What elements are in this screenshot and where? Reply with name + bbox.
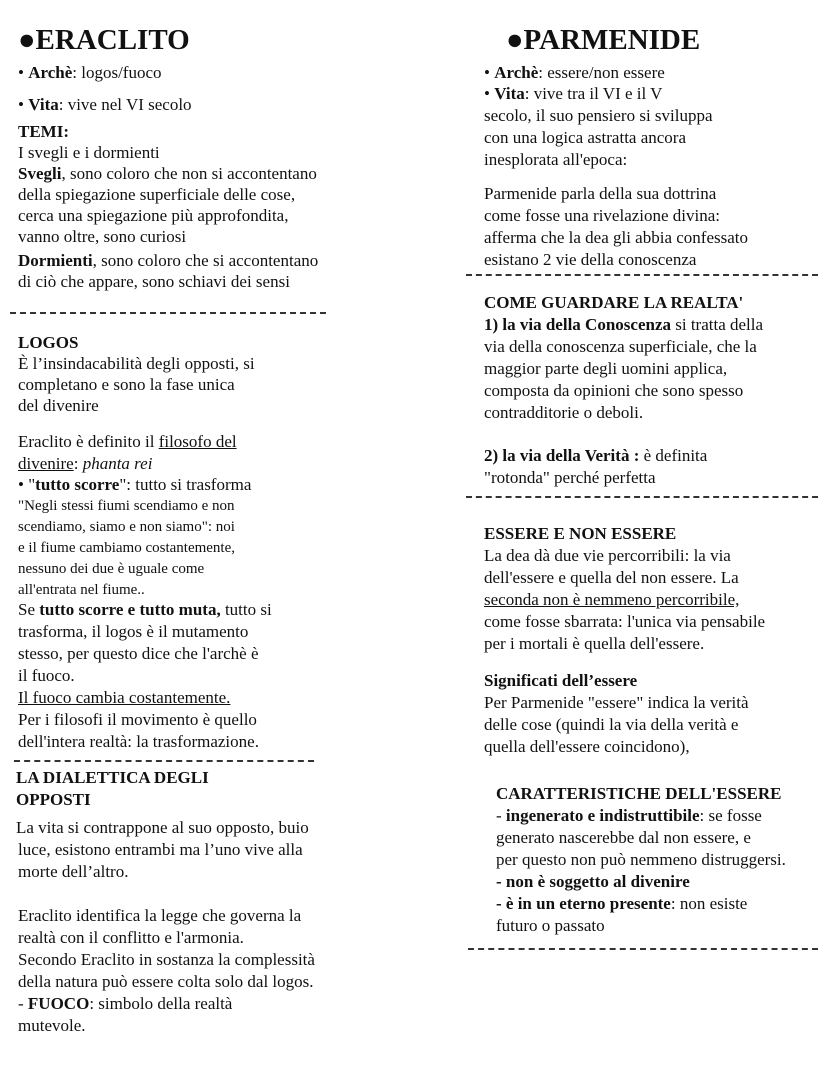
eraclito-vita: • Vita: vive nel VI secolo xyxy=(18,95,192,114)
legge-line: Secondo Eraclito in sostanza la complessità xyxy=(18,950,315,969)
dottrina-line: esistano 2 vie della conoscenza xyxy=(484,250,697,269)
se-line: trasforma, il logos è il mutamento xyxy=(18,622,249,641)
svegli-line: vanno oltre, sono curiosi xyxy=(18,227,187,246)
eraclito-arche: • Archè: logos/fuoco xyxy=(18,63,162,82)
dottrina-line: Parmenide parla della sua dottrina xyxy=(484,184,717,203)
via1-line: contradditorie o deboli. xyxy=(484,403,644,422)
via1-line: via della conoscenza superficiale, che la xyxy=(484,337,757,356)
dialettica-heading: OPPOSTI xyxy=(16,790,91,809)
quote-line: "Negli stessi fiumi scendiamo e non xyxy=(18,498,235,514)
car2-line: - non è soggetto al divenire xyxy=(496,872,690,891)
dialettica-heading: LA DIALETTICA DEGLI xyxy=(16,768,209,787)
filosofi-line: dell'intera realtà: la trasformazione. xyxy=(18,732,259,751)
significati-line: delle cose (quindi la via della verità e xyxy=(484,715,739,734)
dormienti-line: di ciò che appare, sono schiavi dei sensi xyxy=(18,272,290,291)
parmenide-vita: • Vita: vive tra il VI e il V xyxy=(484,84,663,103)
filosofo-line: Eraclito è definito il filosofo del xyxy=(18,432,237,451)
essere-line: come fosse sbarrata: l'unica via pensabile xyxy=(484,612,766,631)
vita-line: secolo, il suo pensiero si sviluppa xyxy=(484,106,713,125)
filosofi-line: Per i filosofi il movimento è quello xyxy=(18,710,257,729)
essere-line: La dea dà due vie percorribili: la via xyxy=(484,546,731,565)
caratteristiche-heading: CARATTERISTICHE DELL'ESSERE xyxy=(496,784,782,803)
eraclito-title: ●ERACLITO xyxy=(18,24,190,56)
fuoco-cambia-line: Il fuoco cambia costantemente. xyxy=(18,688,231,707)
quote-line: nessuno dei due è uguale come xyxy=(18,561,205,577)
section-divider xyxy=(466,496,818,498)
se-line: stesso, per questo dice che l'archè è xyxy=(18,644,259,663)
logos-line: completano e sono la fase unica xyxy=(18,375,235,394)
temi-heading: TEMI: xyxy=(18,122,69,141)
parmenide-arche: • Archè: essere/non essere xyxy=(484,63,665,82)
guardare-heading: COME GUARDARE LA REALTA' xyxy=(484,293,744,312)
svegli-line: cerca una spiegazione più approfondita, xyxy=(18,206,289,225)
svegli-intro: I svegli e i dormienti xyxy=(18,143,160,162)
bullet-icon: ● xyxy=(18,24,36,56)
vita-opposto-line: morte dell’altro. xyxy=(18,862,129,881)
dottrina-line: come fosse una rivelazione divina: xyxy=(484,206,721,225)
significati-line: quella dell'essere coincidono), xyxy=(484,737,690,756)
essere-line: seconda non è nemmeno percorribile, xyxy=(484,590,740,609)
se-line: il fuoco. xyxy=(18,666,75,685)
via1-line: 1) la via della Conoscenza si tratta della xyxy=(484,315,764,334)
legge-line: realtà con il conflitto e l'armonia. xyxy=(18,928,244,947)
vita-opposto-line: luce, esistono entrambi ma l’uno vive alla xyxy=(18,840,303,859)
vita-opposto-line: La vita si contrappone al suo opposto, buio xyxy=(16,818,309,837)
svegli-line: Svegli, sono coloro che non si accontentano xyxy=(18,164,317,183)
via1-line: composta da opinioni che sono spesso xyxy=(484,381,744,400)
essere-line: dell'essere e quella del non essere. La xyxy=(484,568,739,587)
car3-line: futuro o passato xyxy=(496,916,605,935)
vita-line: inesplorata all'epoca: xyxy=(484,150,628,169)
dottrina-line: afferma che la dea gli abbia confessato xyxy=(484,228,748,247)
se-line: Se tutto scorre e tutto muta, tutto si xyxy=(18,600,272,619)
essere-heading: ESSERE E NON ESSERE xyxy=(484,524,677,543)
svegli-line: della spiegazione superficiale delle cose, xyxy=(18,185,296,204)
section-divider xyxy=(10,312,326,314)
quote-line: e il fiume cambiamo costantemente, xyxy=(18,540,236,556)
significati-line: Per Parmenide "essere" indica la verità xyxy=(484,693,749,712)
section-divider xyxy=(466,274,818,276)
car1-line: generato nascerebbe dal non essere, e xyxy=(496,828,751,847)
significati-heading: Significati dell’essere xyxy=(484,671,638,690)
bullet-icon: ● xyxy=(506,24,524,56)
legge-line: Eraclito identifica la legge che governa la xyxy=(18,906,302,925)
fuoco-line: mutevole. xyxy=(18,1016,86,1035)
car1-line: - ingenerato e indistruttibile: se fosse xyxy=(496,806,762,825)
tutto-scorre-line: • "tutto scorre": tutto si trasforma xyxy=(18,475,252,494)
via2-line: 2) la via della Verità : è definita xyxy=(484,446,708,465)
via2-line: "rotonda" perché perfetta xyxy=(484,468,656,487)
logos-heading: LOGOS xyxy=(18,333,79,352)
parmenide-title: ●PARMENIDE xyxy=(506,24,701,56)
car1-line: per questo non può nemmeno distruggersi. xyxy=(496,850,786,869)
section-divider xyxy=(14,760,314,762)
vita-line: con una logica astratta ancora xyxy=(484,128,687,147)
section-divider xyxy=(468,948,818,950)
fuoco-line: - FUOCO: simbolo della realtà xyxy=(18,994,233,1013)
essere-line: per i mortali è quella dell'essere. xyxy=(484,634,705,653)
logos-line: del divenire xyxy=(18,396,99,415)
legge-line: della natura può essere colta solo dal logos. xyxy=(18,972,314,991)
via1-line: maggior parte degli uomini applica, xyxy=(484,359,728,378)
car3-line: - è in un eterno presente: non esiste xyxy=(496,894,748,913)
quote-line: scendiamo, siamo e non siamo": noi xyxy=(18,519,235,535)
logos-line: È l’insindacabilità degli opposti, si xyxy=(18,354,255,373)
dormienti-line: Dormienti, sono coloro che si accontentano xyxy=(18,251,319,270)
filosofo-line: divenire: phanta rei xyxy=(18,454,153,473)
quote-line: all'entrata nel fiume.. xyxy=(18,582,145,598)
